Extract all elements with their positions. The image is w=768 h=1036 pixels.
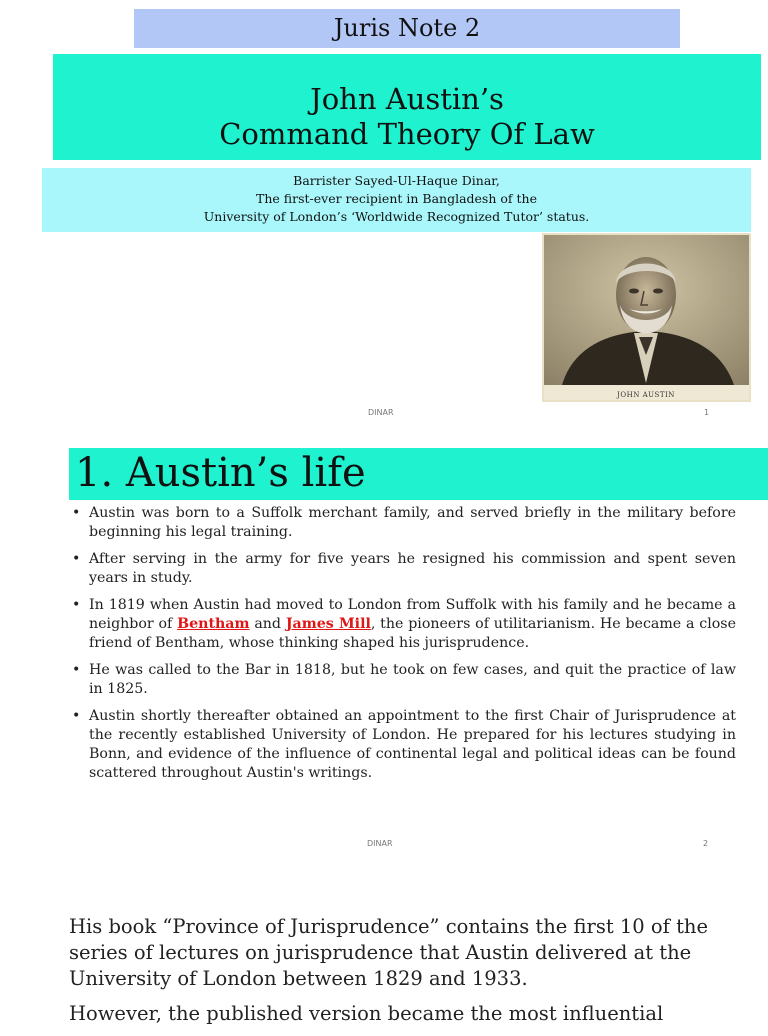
note-banner [134, 9, 680, 48]
bullet-text: He was called to the Bar in 1818, but he took on few cases, and quit the practice of law in 1825. [89, 662, 736, 697]
portrait-image [542, 233, 751, 402]
author-line-1: Barrister Sayed-Ul-Haque Dinar, [293, 173, 500, 188]
title-line-1: John Austin’s [310, 82, 504, 116]
author-line-2: The first-ever recipient in Bangladesh of the [256, 191, 537, 206]
james-mill-link[interactable]: James Mill [285, 616, 371, 632]
author-line-3: University of London’s ‘Worldwide Recognized Tutor’ status. [203, 209, 590, 224]
slide-page-number: 1 [704, 408, 710, 417]
list-item: • Austin shortly thereafter obtained an appointment to the first Chair of Jurisprudence at the recently established University of London. He prepared for his lectures studying in Bonn, and evidence of the influence of continental legal and political ideas can be found scattered throughout Austin's writings. [72, 708, 736, 781]
list-item: • Austin was born to a Suffolk merchant family, and served briefly in the military before beginning his legal training. [72, 505, 736, 540]
slide-footer-name: DINAR [368, 408, 394, 417]
bullet-text-pre: In 1819 when Austin had moved to London from Suffolk with his family and he became a neighbor of [89, 597, 736, 632]
body-text [69, 914, 745, 1036]
title-line-2: Command Theory Of Law [219, 117, 595, 151]
list-item: • After serving in the army for five years he resigned his commission and spent seven years in study. [72, 551, 736, 586]
bentham-link[interactable]: Bentham [177, 616, 250, 632]
section-heading [69, 448, 768, 500]
bullet-text: Austin was born to a Suffolk merchant family, and served briefly in the military before beginning his legal training. [89, 505, 736, 540]
bullet-text-mid: and [249, 616, 286, 632]
section-heading-text: 1. Austin’s life [75, 450, 366, 496]
author-box [42, 168, 751, 232]
slide-footer-name: DINAR [367, 839, 393, 848]
list-item: • In 1819 when Austin had moved to London from Suffolk with his family and he became a neighbor of Bentham and James Mill, the pioneers of utilitarianism. He became a close friend of Bentham, whose thinking shaped his jurisprudence. [72, 597, 736, 651]
bullet-text-post: , the pioneers of utilitarianism. He became a close friend of Bentham, whose thinking shaped his jurisprudence. [89, 616, 736, 651]
slide-page-number: 2 [703, 839, 709, 848]
note-label: Juris Note 2 [333, 14, 481, 42]
portrait-caption: JOHN AUSTIN [617, 391, 675, 399]
list-item: • He was called to the Bar in 1818, but he took on few cases, and quit the practice of law in 1825. [72, 662, 736, 697]
paragraph: His book “Province of Jurisprudence” contains the first 10 of the series of lectures on jurisprudence that Austin delivered at the University of London between 1829 and 1933. [69, 915, 709, 990]
paragraph: However, the published version became the most influential [69, 1002, 664, 1025]
bullet-list [72, 504, 736, 791]
bullet-text: Austin shortly thereafter obtained an appointment to the first Chair of Jurisprudence at the recently established University of London. He prepared for his lectures studying in Bonn, and evidence of the influence of continental legal and political ideas can be found scattered throughout Austin's writings. [89, 708, 736, 781]
bullet-text: After serving in the army for five years he resigned his commission and spent seven years in study. [89, 551, 736, 586]
title-box [53, 54, 761, 160]
